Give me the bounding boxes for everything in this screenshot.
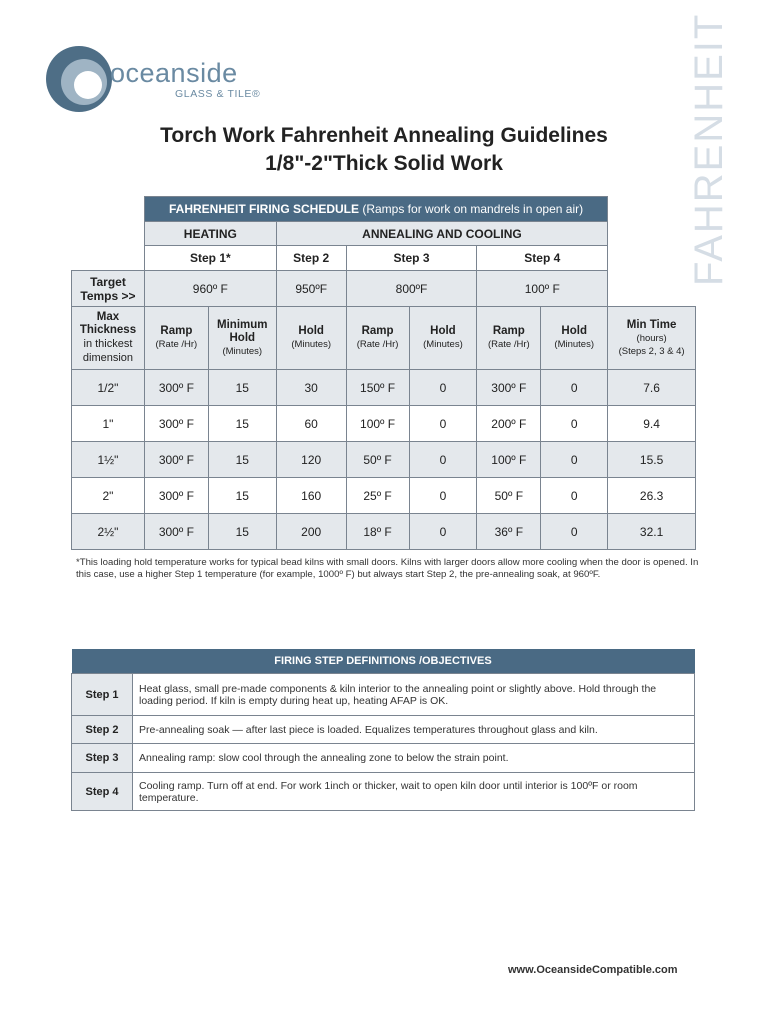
target-temps-label: Target Temps >> (72, 271, 145, 307)
list-item: Step 3 Annealing ramp: slow cool through the annealing zone to below the strain point. (72, 744, 695, 773)
table-row: 2½" 300º F 15 200 18º F 0 36º F 0 32.1 (72, 514, 696, 550)
firing-schedule-table (71, 196, 696, 550)
brand-subtitle: GLASS & TILE® (175, 88, 261, 100)
col-ramp: Ramp (Rate /Hr) (346, 307, 409, 370)
step4-header: Step 4 (477, 246, 608, 271)
footnote: *This loading hold temperature works for typical bead kilns with small doors. Kilns with larger doors allow more cooling when the door is opened. In this case, use a higher Step 1 temperature (for example, 1000º F) but always start Step 2, the pre-annealing soak, at 960ºF. (76, 557, 699, 580)
page-subtitle: 1/8"-2"Thick Solid Work (265, 152, 503, 175)
target-step1: 960º F (144, 271, 276, 307)
definitions-table (71, 649, 695, 811)
col-ramp: Ramp (Rate /Hr) (144, 307, 208, 370)
target-step2: 950ºF (276, 271, 346, 307)
table-row: 1" 300º F 15 60 100º F 0 200º F 0 9.4 (72, 406, 696, 442)
table-row: 2" 300º F 15 160 25º F 0 50º F 0 26.3 (72, 478, 696, 514)
heating-header: HEATING (144, 222, 276, 246)
side-watermark: FAHRENHEIT (687, 12, 731, 286)
list-item: Step 2 Pre-annealing soak — after last piece is loaded. Equalizes temperatures throughout glass and kiln. (72, 716, 695, 744)
table-row: 1/2" 300º F 15 30 150º F 0 300º F 0 7.6 (72, 370, 696, 406)
website-link[interactable]: www.OceansideCompatible.com (508, 964, 678, 976)
col-hold: Hold (Minutes) (541, 307, 608, 370)
target-step4: 100º F (477, 271, 608, 307)
step2-header: Step 2 (276, 246, 346, 271)
list-item: Step 1 Heat glass, small pre-made components & kiln interior to the annealing point or slightly above. Hold through the loading period. If kiln is empty during heat up, heating AFAP is OK. (72, 674, 695, 716)
col-max-thickness: Max Thickness in thickest dimension (72, 307, 145, 370)
step1-header: Step 1* (144, 246, 276, 271)
col-ramp: Ramp (Rate /Hr) (477, 307, 541, 370)
col-min-time: Min Time (hours) (Steps 2, 3 & 4) (608, 307, 696, 370)
col-min-hold: Minimum Hold (Minutes) (208, 307, 276, 370)
step3-header: Step 3 (346, 246, 477, 271)
col-hold: Hold (Minutes) (276, 307, 346, 370)
annealing-header: ANNEALING AND COOLING (276, 222, 607, 246)
definitions-header: FIRING STEP DEFINITIONS /OBJECTIVES (72, 649, 695, 674)
table-row: 1½" 300º F 15 120 50º F 0 100º F 0 15.5 (72, 442, 696, 478)
page-title: Torch Work Fahrenheit Annealing Guidelines (160, 124, 608, 147)
schedule-header: FAHRENHEIT FIRING SCHEDULE (Ramps for work on mandrels in open air) (144, 197, 607, 222)
brand-name: oceanside (110, 58, 238, 88)
target-step3: 800ºF (346, 271, 477, 307)
col-hold: Hold (Minutes) (409, 307, 477, 370)
list-item: Step 4 Cooling ramp. Turn off at end. For work 1inch or thicker, wait to open kiln door until interior is 100ºF or room temperature. (72, 773, 695, 811)
